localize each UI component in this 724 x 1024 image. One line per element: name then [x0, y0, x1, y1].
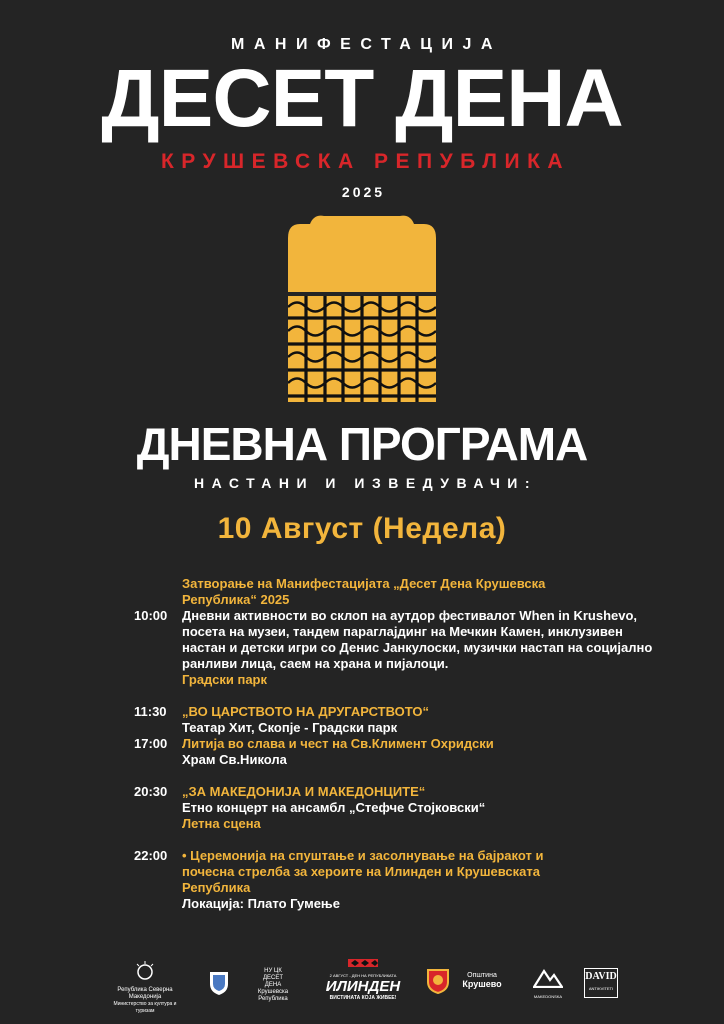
ministry-logo: Република Северна Македонија Министерство за култура и туризам — [112, 960, 178, 1015]
event-time: 22:00 — [134, 848, 168, 863]
mountain-icon — [533, 968, 563, 988]
mountain-logo: MAKEDONSKA — [528, 968, 568, 1000]
event-heading: „ЗА МАКЕДОНИЈА И МАКЕДОНЦИТЕ“ — [182, 784, 426, 799]
opstina-logo: Општина Крушево — [462, 972, 502, 989]
ilinden-logo: 2 АВГУСТ - ДЕН НА РЕПУБЛИКАТА ИЛИНДЕН ВИСТИНАТА КОЈА ЖИВЕЕ! — [318, 954, 408, 1002]
event-location: Градски парк — [182, 672, 267, 687]
event-location: Летна сцена — [182, 816, 261, 831]
event-description: Дневни активности во склоп на аутдор фестивалот When in Krushevo, посета на музеи, тандем параглајдинг на Мечкин Камен, инклузивен настан и детски игри со Денис Јанкулоски, музички настап на социјално ранливи лица, саем на храна и пијалоци. — [182, 608, 653, 671]
event-description: Етно концерт на ансамбл „Стефче Стојковски“ — [182, 800, 486, 815]
event-description: Локација: Плато Гумење — [182, 896, 340, 911]
program-subtitle: НАСТАНИ И ИЗВЕДУВАЧИ: — [193, 475, 538, 491]
program-title: ДНЕВНА ПРОГРАМА — [136, 418, 588, 470]
nu-cent-logo: НУ ЦК ДЕСЕТ ДЕНА Крушевска Република — [257, 968, 289, 1002]
event-heading: Литија во слава и чест на Св.Климент Охридски — [182, 736, 494, 751]
event-time: 10:00 — [134, 608, 168, 623]
sponsor-logos — [0, 960, 724, 1014]
event-time: 17:00 — [134, 736, 168, 751]
event-title: ДЕСЕТ ДЕНА — [101, 53, 623, 144]
event-description: Театар Хит, Скопје - Градски парк — [182, 720, 398, 735]
emblem-graphic — [288, 214, 436, 404]
event-time: 11:30 — [134, 704, 167, 719]
program-date: 10 Август (Недела) — [217, 512, 507, 545]
crest-icon — [426, 968, 450, 994]
event-time: 20:30 — [134, 784, 168, 799]
event-year: 2025 — [341, 184, 386, 200]
ornament-icon — [348, 959, 378, 967]
event-heading: • Церемонија на спуштање и засолнување на бајракот и почесна стрелба за хероите на Илинден и Крушевската Република — [182, 848, 544, 895]
event-subtitle: КРУШЕВСКА РЕПУБЛИКА — [160, 150, 571, 173]
shield-icon — [208, 970, 230, 996]
event-heading: „ВО ЦАРСТВОТО НА ДРУГАРСТВОТО“ — [182, 704, 429, 719]
event-heading: Затворање на Манифестацијата „Десет Дена Крушевска Република“ 2025 — [182, 576, 546, 607]
kicker: МАНИФЕСТАЦИЈА — [231, 36, 502, 53]
sun-emblem-icon — [112, 960, 178, 982]
david-logo: DAVID ANTIKVITETI — [584, 968, 618, 998]
event-description: Храм Св.Никола — [182, 752, 287, 767]
